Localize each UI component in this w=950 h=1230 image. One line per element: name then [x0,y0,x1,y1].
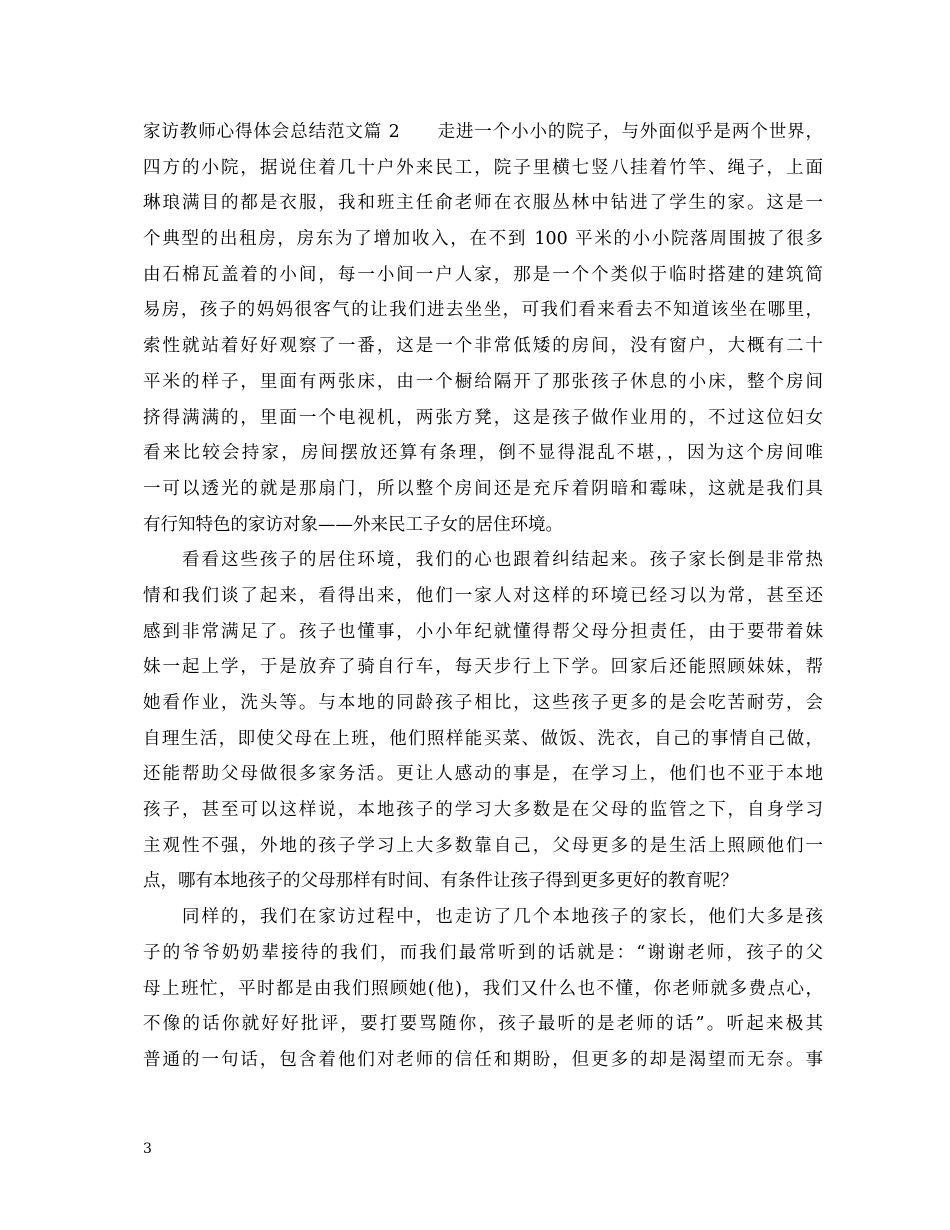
text-line: 点，哪有本地孩子的父母那样有时间、有条件让孩子得到更多更好的教育呢？ [143,871,738,892]
text-line: 感到非常满足了。孩子也懂事，小小年纪就懂得帮父母分担责任，由于要带着妹 [143,621,823,642]
page-number: 3 [143,1141,152,1157]
text-line: 同样的，我们在家访过程中，也走访了几个本地孩子的家长，他们大多是孩 [143,907,823,928]
text-line: 子的爷爷奶奶辈接待的我们，而我们最常听到的话就是：“谢谢老师，孩子的父 [143,942,823,963]
text-line: 易房，孩子的妈妈很客气的让我们进去坐坐，可我们看来看去不知道该坐在哪里， [143,300,823,321]
text-line: 自理生活，即使父母在上班，他们照样能买菜、做饭、洗衣，自己的事情自己做， [143,728,823,749]
text-line: 情和我们谈了起来，看得出来，他们一家人对这样的环境已经习以为常，甚至还 [143,585,823,606]
text-line: 四方的小院，据说住着几十户外来民工，院子里横七竖八挂着竹竿、绳子，上面 [143,157,823,178]
text-line: 母上班忙，平时都是由我们照顾她(他)，我们又什么也不懂，你老师就多费点心， [143,978,823,999]
text-line: 挤得满满的，里面一个电视机，两张方凳，这是孩子做作业用的，不过这位妇女 [143,407,823,428]
text-line: 看看这些孩子的居住环境，我们的心也跟着纠结起来。孩子家长倒是非常热 [143,550,823,571]
text-line: 平米的样子，里面有两张床，由一个橱给隔开了那张孩子休息的小床，整个房间 [143,371,823,392]
text-line: 由石棉瓦盖着的小间，每一小间一户人家，那是一个个类似于临时搭建的建筑简 [143,264,823,285]
text-line: 主观性不强，外地的孩子学习上大多数靠自己，父母更多的是生活上照顾他们一 [143,835,823,856]
text-line: 个典型的出租房，房东为了增加收入，在不到 100 平米的小小院落周围披了很多 [143,229,823,250]
text-line: 不像的话你就好好批评，要打要骂随你，孩子最听的是老师的话”。听起来极其 [143,1014,823,1035]
text-line: 看来比较会持家，房间摆放还算有条理，倒不显得混乱不堪，，因为这个房间唯 [143,443,823,464]
text-line: 普通的一句话，包含着他们对老师的信任和期盼，但更多的却是渴望而无奈。事 [143,1049,823,1070]
text-line: 她看作业，洗头等。与本地的同龄孩子相比，这些孩子更多的是会吃苦耐劳，会 [143,693,823,713]
text-line: 还能帮助父母做很多家务活。更让人感动的事是，在学习上，他们也不亚于本地 [143,764,823,785]
text-line: 有行知特色的家访对象——外来民工子女的居住环境。 [143,514,563,535]
text-line: 一可以透光的就是那扇门，所以整个房间还是充斥着阴暗和霉味，这就是我们具 [143,478,823,499]
text-line: 妹一起上学，于是放弃了骑自行车，每天步行上下学。回家后还能照顾妹妹，帮 [143,657,823,678]
text-line: 家访教师心得体会总结范文篇 2 走进一个小小的院子，与外面似乎是两个世界， [143,122,823,142]
text-line: 孩子，甚至可以这样说，本地孩子的学习大多数是在父母的监管之下，自身学习 [143,800,823,821]
body-text [143,115,823,1079]
text-line: 琳琅满目的都是衣服，我和班主任俞老师在衣服丛林中钻进了学生的家。这是一 [143,193,823,214]
text-line: 索性就站着好好观察了一番，这是一个非常低矮的房间，没有窗户，大概有二十 [143,336,823,357]
